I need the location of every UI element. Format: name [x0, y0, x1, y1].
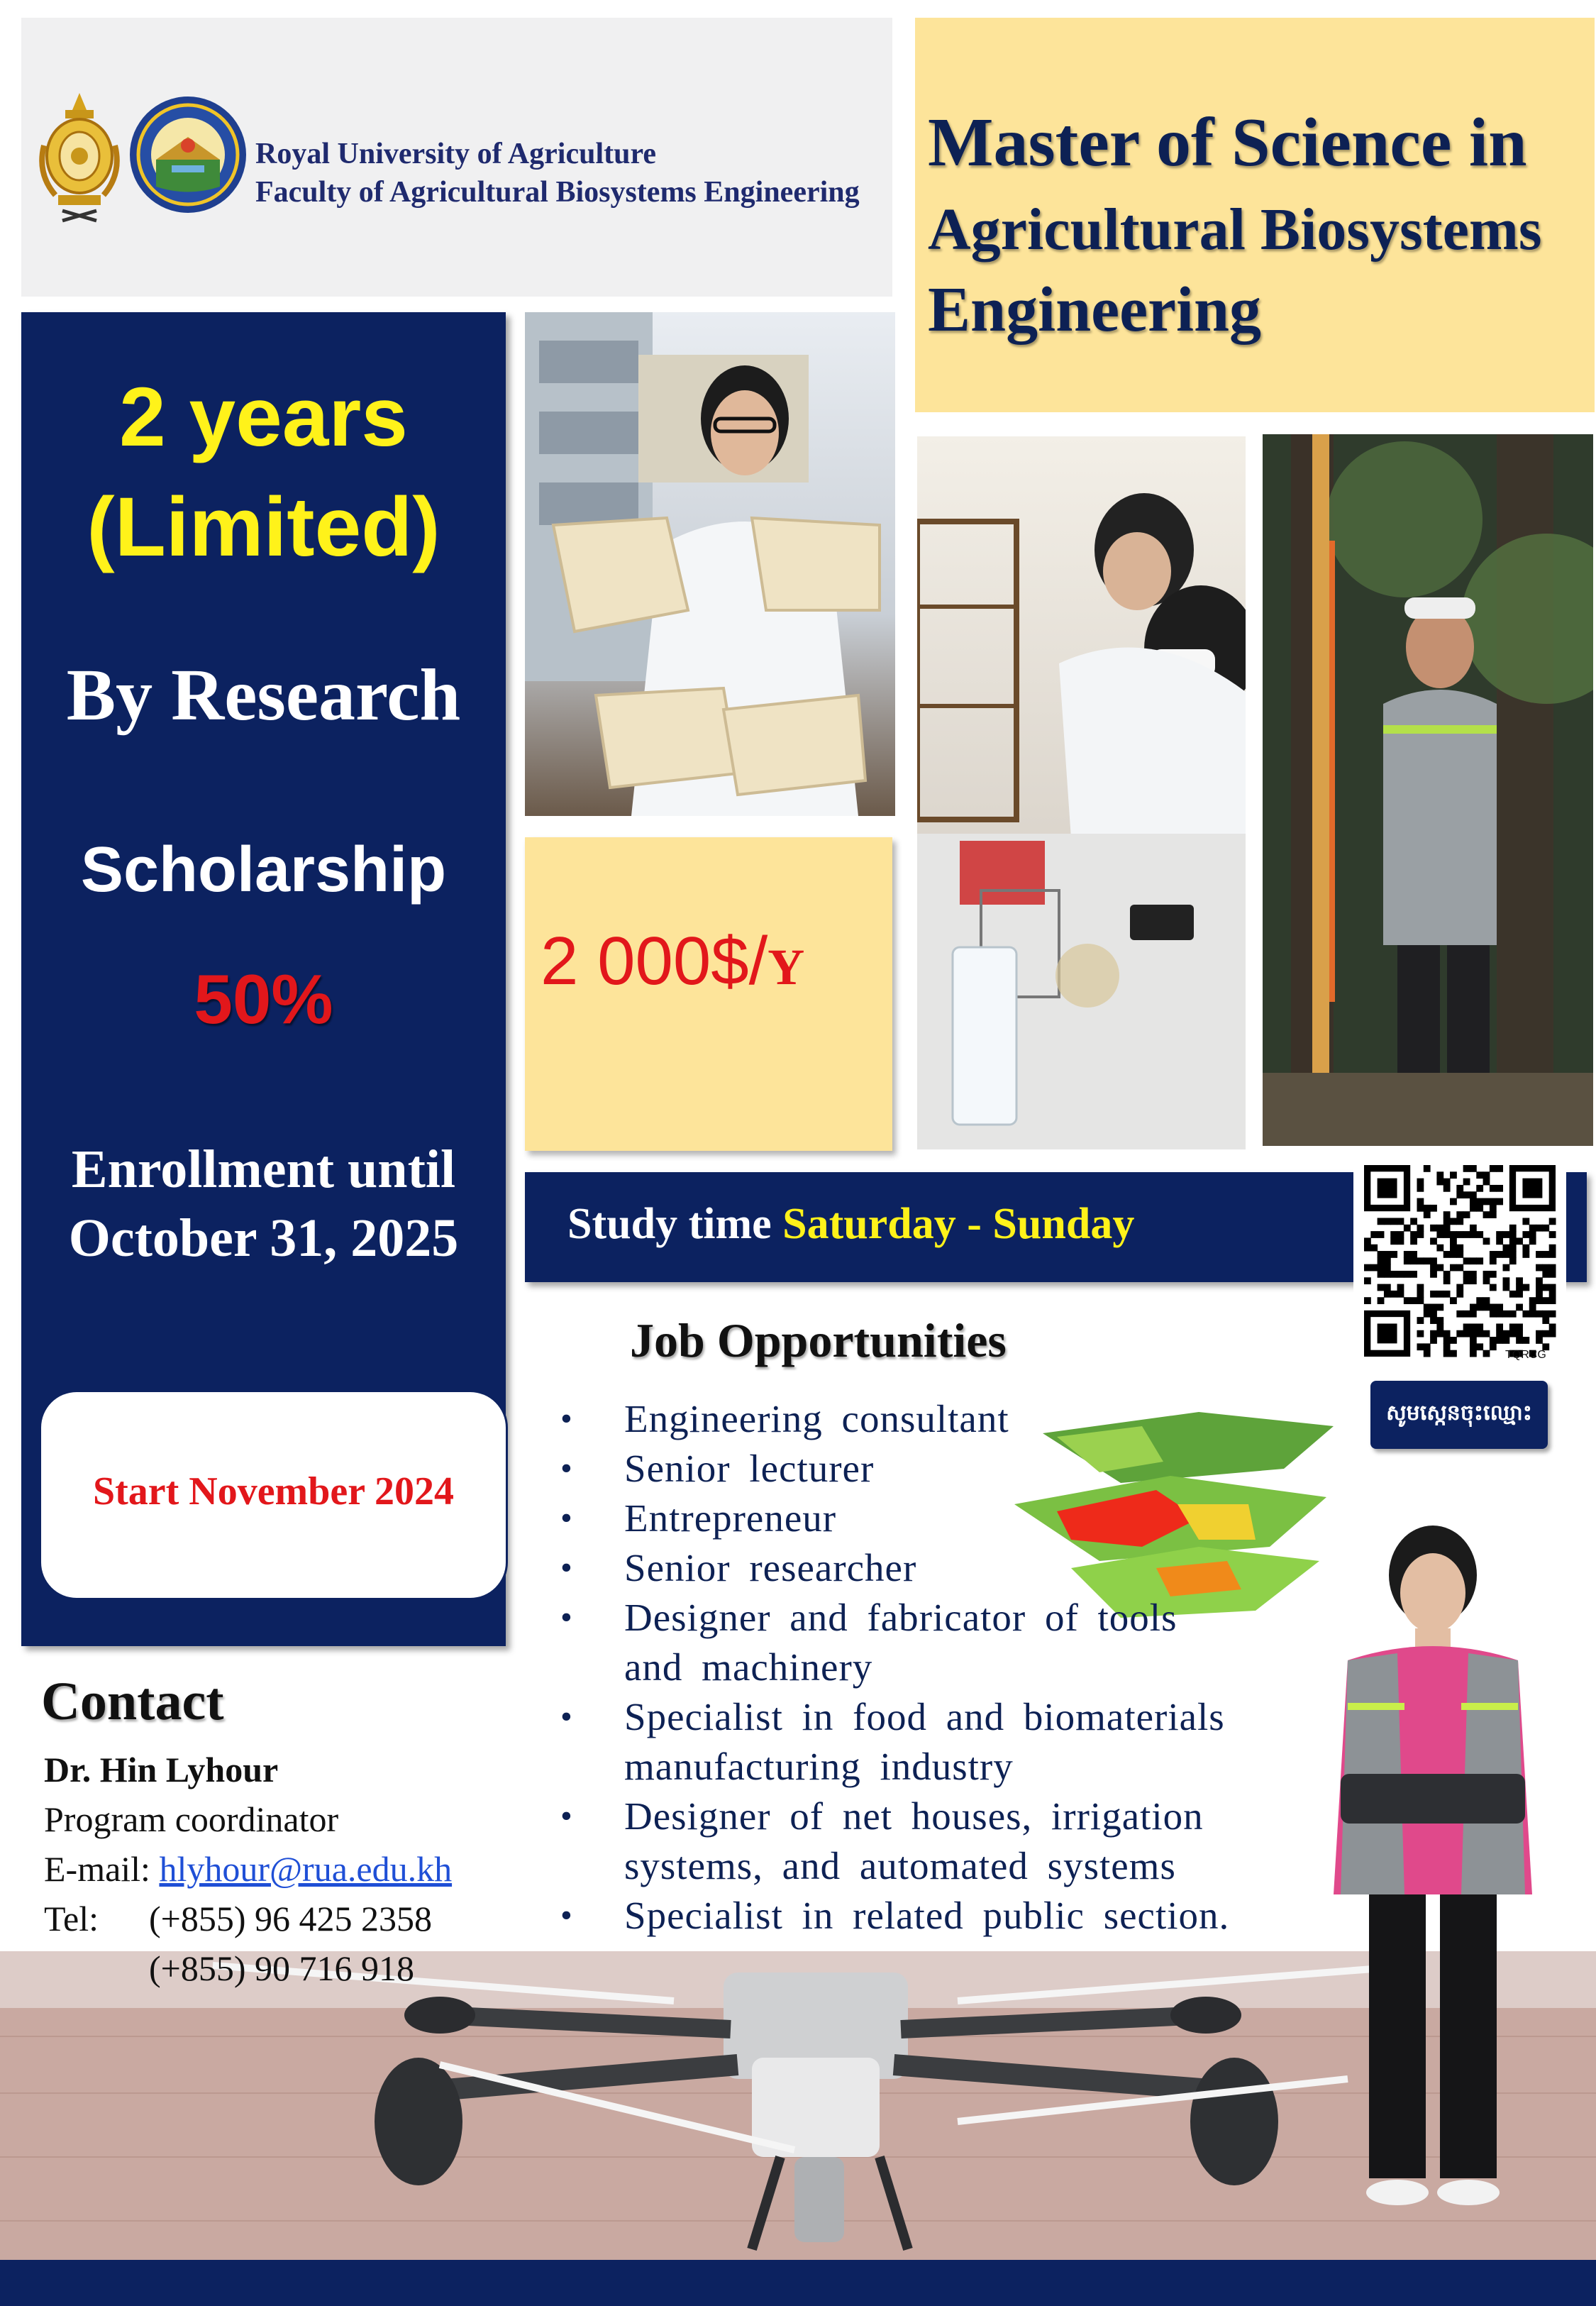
program-title-line-2: Agricultural Biosystems: [928, 197, 1542, 263]
contact-name: Dr. Hin Lyhour: [44, 1750, 279, 1789]
qr-caption: TQRCG: [1505, 1349, 1546, 1361]
job-item: • Specialist in food and biomaterials manufacturing industry: [553, 1692, 1234, 1792]
tuition-fee-box: [525, 837, 892, 1151]
contact-phone-2: (+855) 90 716 918: [149, 1948, 414, 1988]
job-item: • Senior lecturer: [553, 1444, 1305, 1494]
register-scan-label: សូមស្កេនចុះឈ្មោះ: [1386, 1401, 1532, 1425]
lab-photo-student-trays: [525, 312, 895, 816]
register-scan-button[interactable]: [1370, 1381, 1548, 1449]
program-title-line-3: Engineering: [928, 275, 1262, 345]
enrollment-line-2: October 31, 2025: [68, 1208, 459, 1268]
job-item: • Designer of net houses, irrigation systems, and automated systems: [553, 1792, 1234, 1891]
contact-phone-1: (+855) 96 425 2358: [149, 1899, 432, 1938]
job-opportunities-heading: Job Opportunities: [630, 1313, 1007, 1367]
field-photo-surveying: [1263, 434, 1593, 1146]
contact-email-row: [44, 1848, 452, 1890]
start-date-card: [41, 1392, 506, 1598]
registration-qr-code[interactable]: [1353, 1154, 1566, 1367]
scholarship-label: Scholarship: [80, 834, 447, 905]
program-title-line-1: Master of Science in: [928, 104, 1527, 181]
royal-crest-icon: [34, 89, 125, 224]
scholarship-value: 50%: [194, 960, 333, 1038]
student-with-drone-controller-photo: [1319, 1526, 1546, 2221]
footer-bar: [0, 2260, 1596, 2306]
lab-photo-pipetting: [917, 436, 1246, 1149]
qr-code-icon: [1353, 1154, 1566, 1367]
program-title-box: [915, 18, 1595, 412]
contact-email-link[interactable]: hlyhour@rua.edu.kh: [159, 1849, 453, 1889]
program-info-panel: [21, 312, 506, 1646]
email-label: E-mail:: [44, 1849, 150, 1889]
start-date-text: Start November 2024: [92, 1469, 455, 1513]
faculty-seal-icon: [128, 94, 248, 215]
duration-line-1: 2 years: [119, 370, 408, 464]
tuition-fee-text: [541, 922, 804, 1000]
study-time-text: [567, 1199, 1134, 1249]
study-mode: By Research: [66, 654, 461, 736]
job-item: • Specialist in related public section.: [553, 1891, 1305, 1941]
job-item: • Entrepreneur: [553, 1494, 1305, 1543]
header-banner: [21, 18, 892, 297]
job-opportunities-list: [553, 1394, 1305, 1941]
tuition-amount: 2 000$/: [541, 923, 768, 999]
study-days: Saturday - Sunday: [782, 1200, 1135, 1248]
university-name: Royal University of Agriculture: [255, 138, 656, 170]
job-item: • Designer and fabricator of tools and machinery: [553, 1593, 1234, 1692]
study-time-label: Study time: [567, 1200, 772, 1248]
faculty-name: Faculty of Agricultural Biosystems Engineering: [255, 176, 860, 209]
tel-label: Tel:: [44, 1899, 99, 1938]
job-item: • Engineering consultant: [553, 1394, 1305, 1444]
duration-line-2: (Limited): [87, 480, 440, 574]
contact-heading: Contact: [41, 1672, 224, 1731]
tuition-unit: Y: [767, 939, 805, 995]
contact-role: Program coordinator: [44, 1799, 339, 1839]
job-item: • Senior researcher: [553, 1543, 1305, 1593]
enrollment-line-1: Enrollment until: [71, 1140, 456, 1199]
